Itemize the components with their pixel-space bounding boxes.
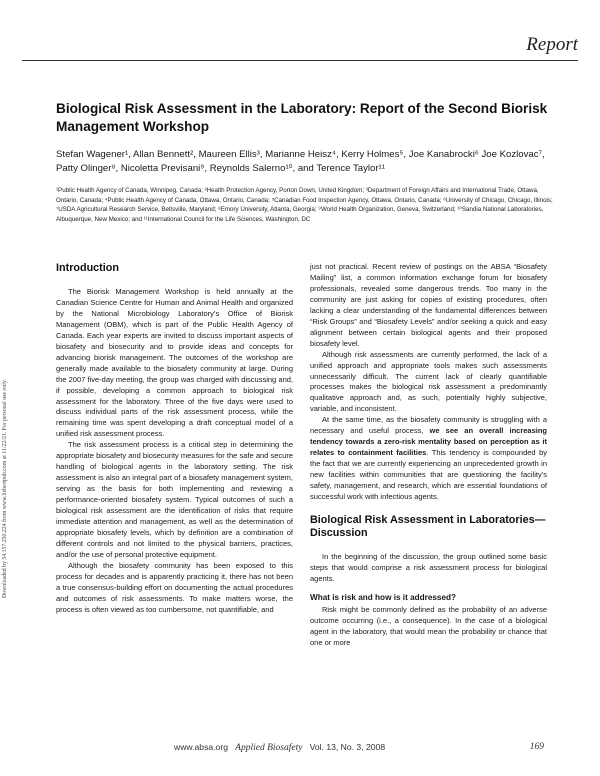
paragraph-text: At the same time, as the biosafety community is struggling with a necessary and useful process, <box>310 415 547 436</box>
paragraph: The Biorisk Management Workshop is held annually at the Canadian Science Centre for Human and Animal Health and organized by the National Microbiology Laboratory’s Office of Biorisk Management (OBM), which is part of the Public Health Agency of Canada. Each year experts are invited to discuss important aspects of biosafety and biosecurity and to provide ideas and concepts for advancing biorisk management. The outcomes of the workshop are generally made available to the biosafety community at large. During the 2007 five-day meeting, the group was charged with discussing and, if possible, developing a common approach to biological risk assessment for the laboratory. Three of the five days were used to discuss individual parts of the risk assessment process, while the remaining time was spent developing a draft conceptual model of a unified risk assessment process. <box>56 287 293 439</box>
subsection-heading: What is risk and how is it addressed? <box>310 592 457 602</box>
paragraph: Although the biosafety community has been exposed to this process for decades and is apparently practicing it, there has not been a true consensus-building effort on documenting the actual procedures and outcomes of risk assessments. To make matters worse, the process is often viewed as too cumbersome, not quantifiable, and <box>56 560 293 614</box>
emphasized-text: we see an overall increasing tendency towards a zero-risk mentality based on perception as it relates to containment facilities <box>310 426 547 458</box>
paragraph: Although risk assessments are currently performed, the lack of a unified approach and appropriate tools makes such assessments unnecessarily difficult. The current lack of clearly quantifiable processes makes the biological risk assessment a predominantly qualitative approach and, as such, potentially highly subjective, variable, and inconsistent. <box>310 349 547 414</box>
article-title: Biological Risk Assessment in the Laboratory: Report of the Second Biorisk Management Workshop <box>56 101 548 134</box>
spacer <box>310 503 547 514</box>
footer-url: www.absa.org <box>174 742 228 752</box>
discussion-heading: Biological Risk Assessment in Laboratories—Discussion <box>310 513 546 539</box>
section-label: Report <box>526 34 578 55</box>
paragraph: just not practical. Recent review of postings on the ABSA “Biosafety Mailing” list, a common information exchange forum for biosafety professionals, revealed some dangerous trends. Too many in the community are just asking for copies of existing procedures, often lacking a clear understanding of the fundamental differences between “Risk Groups” and “Biosafety Levels” and/or seeking a quick and easy alignment between certain biological agents and their proposed biosafety level. <box>310 262 547 348</box>
paragraph-text: . This tendency is compounded by the fact that we are currently experiencing an unprecedented growth in new facilities within communities that are questioning the facility’s safety, management, and research, which are essential foundations of successful work with infectious agents. <box>310 448 547 502</box>
right-column <box>310 262 547 649</box>
paragraph <box>310 415 547 503</box>
paragraph: In the beginning of the discussion, the group outlined some basic steps that would comprise a risk assessment process for biological agents. <box>310 551 547 583</box>
paragraph: The risk assessment process is a critical step in determining the appropriate biosafety and biosecurity measures for the safe and secure handling of biological agents in the laboratory setting. The risk assessment is also an integral part of a biosafety management system, serving as the basis for both implementing and reviewing a performance-oriented biosafety system. Typical outcomes of such a biological risk assessment are the identification of risks that require immediate attention and management, as well as the determination of appropriate biosafety levels, which by definition are a combination of different controls and not limited to the physical barriers, practices, and/or the use of personal protective equipment. <box>56 440 293 559</box>
footer-volume: Vol. 13, No. 3, 2008 <box>309 742 386 752</box>
affiliations: ¹Public Health Agency of Canada, Winnipeg, Canada; ²Health Protection Agency, Porton Down, United Kingdom; ³Department of Foreign Affairs and International Trade, Ottawa, Ontario, Canada; ⁴Public Health Agency of Canada, Ottawa, Ontario, Canada; ⁵Canadian Food Inspection Agency, Ottawa, Ontario, Canada; ⁶University of Chicago, Chicago, Illinois; ⁷USDA Agricultural Research Service, Beltsville, Maryland; ⁸Emory University, Atlanta, Georgia; ⁹World Health Organization, Geneva, Switzerland; ¹⁰Sandia National Laboratories, Albuquerque, New Mexico; and ¹¹International Council for the Life Sciences, Washington, DC <box>56 187 553 223</box>
author-list: Stefan Wagener¹, Allan Bennett², Maureen Ellis³, Marianne Heisz⁴, Kerry Holmes⁵, Joe Kanabrocki⁶ Joe Kozlovac⁷, Patty Olinger⁸, Nicoletta Previsani⁹, Reynolds Salerno¹⁰, and Terence Taylor¹¹ <box>56 149 545 174</box>
paragraph: Risk might be commonly defined as the probability of an adverse outcome occurring (i.e., a consequence). In the case of a biological agent in the laboratory, that would mean the probability or chance that one or more <box>310 604 547 647</box>
download-note: Downloaded by 54.157.250.224 from www.liebertpub.com at 11/22/21. For personal use only. <box>2 379 8 598</box>
page-number: 169 <box>529 742 544 752</box>
footer-journal: Applied Biosafety <box>235 743 303 753</box>
introduction-heading: Introduction <box>56 262 119 274</box>
footer-citation <box>174 742 385 753</box>
header-rule <box>22 60 578 61</box>
left-column <box>56 262 293 616</box>
